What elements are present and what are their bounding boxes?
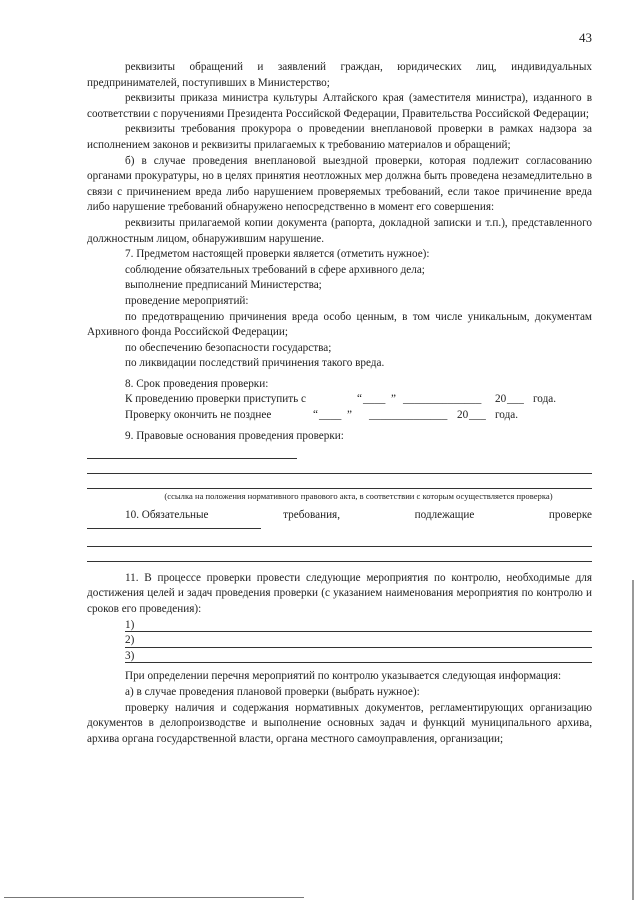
paragraph: по ликвидации последствий причинения такого вреда. [125,357,385,370]
paragraph: выполнение предписаний Министерства; [125,279,322,292]
quote-close: ” [347,409,352,422]
quote-open: “ [357,393,362,406]
fill-line [87,458,297,459]
footer-line [4,897,304,898]
fill-line [125,662,592,663]
list-item [125,633,592,649]
day-blank: ____ [363,393,386,406]
end-date-row [87,408,592,424]
paragraph: реквизиты прилагаемой копии документа (рапорта, докладной записки и т.п.), представленного должностным лицом, обнаружившим нарушение. [87,216,592,245]
section-11-text: 11. В процессе проверки провести следующие мероприятия по контролю, необходимые для достижения целей и задач проведения проверки (с указанием наименования мероприятия по контролю и сроков его проведения): [87,571,592,616]
paragraph: реквизиты требования прокурора о проведении внеплановой проверки в рамках надзора за исполнением законов и реквизиты прилагаемых к требованию материалов и обращений; [87,123,592,151]
scan-edge [632,580,634,900]
section-10-word: подлежащие [414,509,475,522]
quote-close: ” [391,393,396,406]
section-10-word: проверке [548,509,592,522]
fill-line [87,528,261,529]
year-prefix: 20 [457,409,469,422]
section-10-word: требования, [283,509,340,522]
paragraph: по обеспечению безопасности государства; [125,341,332,354]
paragraph: а) в случае проведения плановой проверки (выбрать нужное): [125,686,420,698]
section-8-heading: 8. Срок проведения проверки: [125,377,269,390]
item-number: 1) [125,618,135,631]
legal-basis-note: (ссылка на положения нормативного правового акта, в соответствии с которым осуществляется проверка) [164,491,553,502]
year-blank: ___ [507,393,524,406]
fill-line [87,473,592,474]
section-10-word: 10. Обязательные [125,509,209,522]
month-blank: ______________ [403,393,482,406]
page-number: 43 [579,30,592,45]
section-10-heading [87,508,592,524]
year-suffix: года. [533,393,557,406]
paragraph: проведение мероприятий: [125,294,249,307]
start-date-label: К проведению проверки приступить с [125,393,307,406]
paragraph: 7. Предметом настоящей проверки является (отметить нужное): [125,248,430,261]
paragraph: При определении перечня мероприятий по контролю указывается следующая информация: [125,670,562,683]
end-date-label: Проверку окончить не позднее [125,409,272,422]
month-blank: ______________ [369,409,448,422]
list-item [125,618,592,634]
fill-line [125,647,592,648]
paragraph: по предотвращению причинения вреда особо ценным, в том числе уникальным, документам Архивного фонда Российской Федерации; [87,310,592,339]
year-blank: ___ [469,409,486,422]
fill-line [125,631,592,632]
quote-open: “ [313,409,318,422]
measures-list [87,618,592,665]
start-date-row [87,392,592,408]
paragraph: соблюдение обязательных требований в сфере архивного дела; [125,263,425,276]
paragraph: реквизиты приказа министра культуры Алтайского края (заместителя министра), изданного в соответствии с поручениями Президента Российской Федерации, Правительства Российской Федерации; [87,92,592,120]
list-item [125,649,592,665]
document-body [87,60,592,747]
fill-line [87,488,592,489]
paragraph: проверку наличия и содержания нормативных документов, регламентирующих организацию документов в делопроизводстве и выполнение основных задач и функций муниципального архива, архива органа государственной власти, органа местного самоуправления, организации; [87,701,592,745]
paragraph: б) в случае проведения внеплановой выездной проверки, которая подлежит согласованию органами прокуратуры, но в целях принятия неотложных мер должна быть проведена незамедлительно в связи с причинением вреда либо нарушением проверяемых требований, если такое причинение вреда либо нарушение требований обнаружено непосредственно в момент его совершения: [87,154,592,214]
fill-line [87,546,592,547]
item-number: 3) [125,649,135,662]
year-suffix: года. [495,409,519,422]
paragraph: реквизиты обращений и заявлений граждан, юридических лиц, индивидуальных предпринимателей, поступивших в Министерство; [87,61,592,89]
fill-line [87,561,592,562]
year-prefix: 20 [495,393,507,406]
day-blank: ____ [319,409,342,422]
item-number: 2) [125,634,135,647]
section-9-heading: 9. Правовые основания проведения проверки: [125,429,344,442]
